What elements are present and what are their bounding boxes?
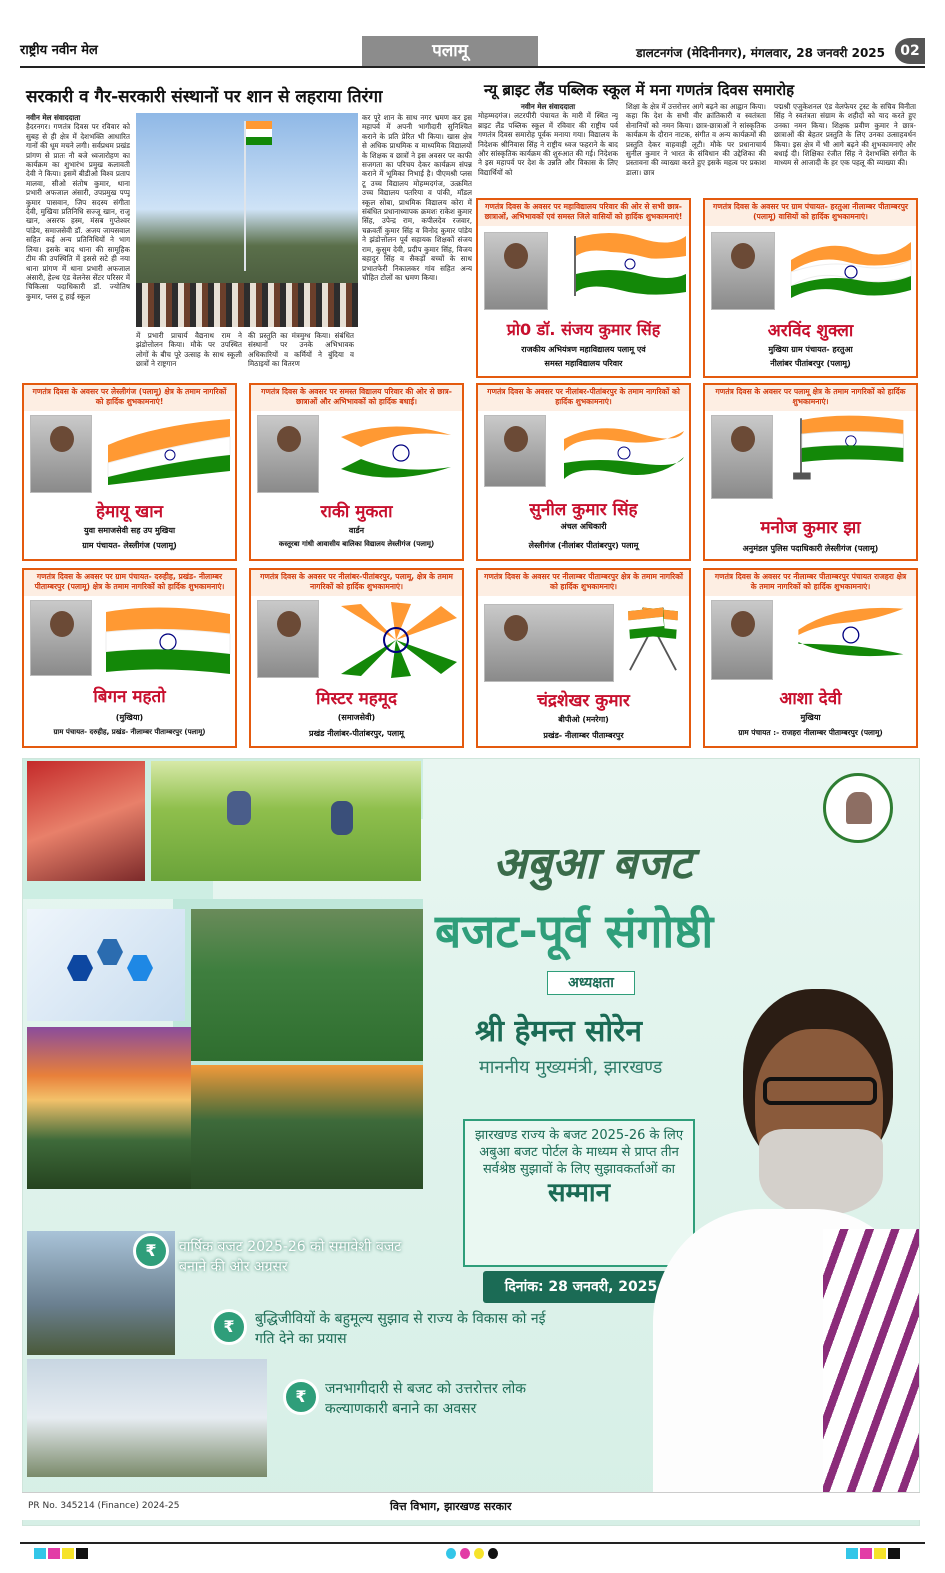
story2-column-3: पद्मश्री एजुकेशनल एंड वेलफेयर ट्रस्ट के सचिव विनीता सिंह ने स्वतंत्रता संग्राम के शहीदों को याद करते हुए उनका नमन किया। शिक्षक प्रवीण कुमार ने छात्र-छात्राओं की बेहतर प्रस्तुति के लिए उनका उत्साहवर्धन किया। इस क्षेत्र में भी आगे बढ़ने की शुभकामनाएं और बधाई दी। शिक्षिका रंजीत सिंह ने देशभक्ति संगीत के माध्यम से आजादी के हर एक पहलू की व्याख्या की। bbox=[774, 102, 916, 168]
rupee-icon: ₹ bbox=[133, 1233, 169, 1269]
greeting-card-message: गणतंत्र दिवस के अवसर पर महाविद्यालय परिवार की ओर से सभी छात्र-छात्राओं, अभिभावकों एवं समस्त जिले वासियों को हार्दिक शुभकामनाएं! bbox=[478, 200, 689, 226]
event-date: दिनांक: 28 जनवरी, 2025 bbox=[483, 1271, 679, 1303]
registration-mark bbox=[446, 1548, 456, 1559]
greeting-card-role: मुखिया bbox=[800, 713, 821, 722]
chief-minister-name: श्री हेमन्त सोरेन bbox=[475, 1014, 643, 1049]
waving-flag-icon bbox=[102, 602, 234, 678]
greeting-card bbox=[249, 383, 464, 561]
waving-flag-icon bbox=[787, 230, 915, 300]
ad-footer bbox=[22, 1492, 920, 1520]
story2-column-1 bbox=[478, 102, 618, 190]
masthead bbox=[20, 36, 925, 68]
waving-flag-icon bbox=[785, 413, 915, 483]
honour-text: झारखण्ड राज्य के बजट 2025-26 के लिए अबुआ बजट पोर्टल के माध्यम से प्राप्त तीन सर्वश्रेष्ठ सुझावों के लिए सुझावकर्ताओं का bbox=[475, 1128, 684, 1177]
chief-minister-role: माननीय मुख्यमंत्री, झारखण्ड bbox=[479, 1057, 663, 1078]
portrait-photo bbox=[257, 415, 319, 493]
greeting-card-role: (समाजसेवी) bbox=[337, 713, 376, 722]
greeting-card bbox=[249, 568, 464, 748]
portrait-photo bbox=[484, 415, 546, 487]
story2-column-2: शिक्षा के क्षेत्र में उत्तरोत्तर आगे बढ़ने का आह्वान किया। कहा कि देश के सभी वीर क्रांतिकारी व स्वतंत्रता सेनानियों को नमन किया। छात्र-छात्राओं ने सांस्कृतिक कार्यक्रम के दौरान नाटक, संगीत व अन्य कार्यक्रमों की प्रस्तुति देकर वाहवाही लूटी। मौके पर प्रधानाचार्य सुनील कुमार ने भारत के संविधान की उद्देशिका की प्रस्तावना की व्याख्या करते हुए इसके महत्व पर प्रकाश डाला। छात्र bbox=[626, 102, 766, 177]
finance-department: वित्त विभाग, झारखण्ड सरकार bbox=[390, 1500, 512, 1513]
rupee-icon: ₹ bbox=[211, 1309, 247, 1345]
chair-label: अध्यक्षता bbox=[547, 971, 635, 995]
hexagon-icon bbox=[97, 939, 123, 965]
flag-hoisting-photo bbox=[136, 113, 358, 327]
greeting-card-place: कस्तूरबा गांधी आवासीय बालिका विद्यालय लेस्लीगंज (पलामू) bbox=[278, 540, 435, 548]
greeting-card-role: वार्डन bbox=[348, 526, 365, 535]
point-text: वार्षिक बजट 2025-26 को समावेशी बजट बनाने की ओर अग्रसर bbox=[179, 1239, 402, 1275]
story2-headline: न्यू ब्राइट लैंड पब्लिक स्कूल में मना गणतंत्र दिवस समारोह bbox=[484, 81, 795, 99]
registration-mark bbox=[888, 1548, 900, 1559]
stadium-photo bbox=[27, 1359, 267, 1477]
waving-flag-icon bbox=[785, 600, 915, 670]
greeting-card-message: गणतंत्र दिवस के अवसर पर पलामू क्षेत्र के तमाम नागरिकों को हार्दिक शुभकामनाएं। bbox=[705, 385, 916, 411]
crowd bbox=[136, 283, 358, 327]
pr-number: PR No. 345214 (Finance) 2024-25 bbox=[28, 1501, 180, 1511]
greeting-card-name: मिस्टर महमूद bbox=[315, 689, 397, 709]
greeting-card bbox=[703, 568, 918, 748]
greeting-card-name: प्रो0 डॉ. संजय कुमार सिंह bbox=[506, 320, 661, 339]
waving-flag-icon bbox=[331, 600, 461, 680]
greeting-card-role: अंचल अधिकारी bbox=[560, 522, 607, 531]
greeting-card-name: हेमायू खान bbox=[95, 502, 164, 522]
registration-mark bbox=[34, 1548, 46, 1559]
group-photo bbox=[484, 604, 614, 682]
students-photo bbox=[27, 761, 145, 881]
registration-mark bbox=[474, 1548, 484, 1559]
page-number: 02 bbox=[895, 38, 925, 64]
point-text: बुद्धिजीवियों के बहुमूल्य सुझाव से राज्य के विकास को नई गति देने का प्रयास bbox=[255, 1311, 546, 1347]
story1-column-4: कर पूरे शान के साथ नगर भ्रमण कर इस महापर्व में अपनी भागीदारी सुनिश्चित कराने के प्रति प्रेरित भी किया। खास क्षेत्र से अधिक प्राथमिक व माध्यमिक विद्यालयों के शिक्षक व छात्रों ने इस अवसर पर काफी सजगता का परिचय देकर कार्यक्रम संपन्न कराने में भूमिका निभाई है। पीएमश्री प्लस टू उच्च विद्यालय मोहम्मदगंज, उत्क्रमित उच्च विद्यालय पतरिया व पांकी, मॉडल स्कूल सोबा, प्राथमिक विद्यालय कोरा में संबंधित प्रधानाध्यापक क्रमशः राकेश कुमार सिंह, उपेन्द्र राम, कपीलदेव रजवार, चक्रवर्ती कुमार सिंह व विनोद कुमार पांडेय ने झंडोत्तोलन पूर्व सहायक शिक्षकों संजय राम, कुसुम देवी, प्रदीप कुमार सिंह, विजय बहादुर सिंह व सैकड़ों बच्चों के साथ प्रभातफेरी निकालकर गांव सहित अन्य चौहित टोलों का भ्रमण किया। bbox=[362, 113, 472, 282]
budget-advertisement bbox=[22, 758, 920, 1526]
greeting-card-place: ग्राम पंचायत- लेस्लीगंज (पलामू) bbox=[82, 541, 177, 550]
greeting-card-name: बिगन महतो bbox=[93, 687, 166, 707]
waving-flag-icon bbox=[331, 417, 461, 487]
greeting-card bbox=[476, 198, 691, 378]
story1-headline: सरकारी व गैर-सरकारी संस्थानों पर शान से लहराया तिरंगा bbox=[26, 87, 383, 107]
paddy-field-photo bbox=[151, 761, 421, 881]
portrait-photo bbox=[711, 415, 773, 499]
registration-mark bbox=[48, 1548, 60, 1559]
registration-mark bbox=[860, 1548, 872, 1559]
greeting-card-role: युवा समाजसेवी सह उप मुखिया bbox=[83, 526, 176, 535]
greeting-card-place: प्रखंड- नीलाम्बर पीताम्बरपुर bbox=[543, 731, 624, 740]
story2-byline: नवीन मेल संवाददाता bbox=[520, 102, 576, 111]
beard bbox=[759, 1129, 883, 1215]
rupee-icon: ₹ bbox=[283, 1379, 319, 1415]
greeting-card-place: ग्राम पंचायत- दरुहीह, प्रखंड- नीलाम्बर पीताम्बरपुर (पलामू) bbox=[53, 728, 206, 736]
greeting-card-name: राकी मुकता bbox=[320, 502, 393, 522]
story1-byline: नवीन मेल संवाददाता bbox=[26, 113, 81, 122]
greeting-card bbox=[476, 568, 691, 748]
ad-title: बजट-पूर्व संगोष्ठी bbox=[435, 904, 714, 958]
portrait-photo bbox=[484, 232, 548, 310]
tricolor-flag-icon bbox=[246, 121, 272, 145]
portrait-photo bbox=[30, 415, 92, 493]
chief-minister-portrait bbox=[623, 989, 920, 1493]
portrait-photo bbox=[711, 600, 773, 680]
greeting-card-name: आशा देवी bbox=[779, 689, 842, 709]
portrait-photo bbox=[30, 600, 92, 676]
greeting-card-place: लेस्लीगंज (नीलांबर पीतांबरपुर) पलामू bbox=[528, 541, 639, 550]
greeting-card-name: चंद्रशेखर कुमार bbox=[537, 691, 630, 711]
story1-text-1: हैदरनगर। गणतंत्र दिवस पर रविवार को सुबह से ही क्षेत्र में देशभक्ति आधारित गानों की धूम मचने लगी। सर्वप्रथम प्रखंड प्रांगण से प्रातः नौ बजे ध्वजारोहण का कार्यक्रम का शुभारंभ प्रमुख कलावती देवी ने किया। इसमें बीडीओ विश्व प्रताप मालवा, सीओ संतोष कुमार, थाना प्रभारी अफजाल अंसारी, उपप्रमुख पप्पू कुमार पासवान, जिप सदस्य संगीता देवी, मुखिया प्रतिनिधि सज्जू खान, राजू खान, असरफ हस्म, मंसब गुप्तेश्वर पांडेय, समाजसेवी डॉ. अजय जायसवाल सहित कई अन्य प्रतिनिधियों ने भाग लिया। इसके बाद थाना की सामूहिक टीम की उपस्थिति में इससे सटे ही नया थाना प्रांगण में थाना प्रभारी अफजाल अंसारी, हेल्थ एंड वेलनेस सेंटर परिसर में चिकित्सा पदाधिकारी डॉ. ज्योतिष कुमार, प्लस टू हाई स्कूल bbox=[26, 122, 130, 301]
waving-flag-icon bbox=[570, 228, 688, 298]
glasses-icon bbox=[763, 1077, 877, 1105]
greeting-card-place: समस्त महाविद्यालय परिवार bbox=[544, 359, 623, 368]
greeting-card bbox=[22, 383, 237, 561]
portrait-photo bbox=[711, 232, 775, 310]
story1-column-2: में प्रभारी प्राचार्य वैद्यनाथ राम ने झंडोत्तोलन किया। मौके पर उपस्थित लोगों के बीच पूरे उत्साह के साथ स्कूली छात्रों ने राष्ट्रगान bbox=[136, 331, 242, 369]
greeting-card-name: मनोज कुमार झा bbox=[760, 518, 861, 538]
striped-stole bbox=[823, 1229, 920, 1493]
greeting-card-place: अनुमंडल पुलिस पदाधिकारी लेस्लीगंज (पलामू) bbox=[742, 544, 879, 553]
story1-column-1 bbox=[26, 113, 130, 371]
farmer bbox=[331, 801, 353, 835]
greeting-card-role: (मुखिया) bbox=[115, 713, 144, 722]
waving-flag-icon bbox=[104, 415, 234, 485]
crossed-flags-icon bbox=[620, 602, 686, 672]
greeting-card-message: गणतंत्र दिवस के अवसर पर नीलाम्बर पीताम्बरपुर पंचायत राजहरा क्षेत्र के तमाम नागरिकों को हार्दिक शुभकामनाएं। bbox=[705, 570, 916, 596]
registration-mark bbox=[62, 1548, 74, 1559]
greeting-card-message: गणतंत्र दिवस के अवसर पर ग्राम पंचायत- दरुहीह, प्रखंड- नीलाम्बर पीताम्बरपुर (पलामू) क्षेत्र के तमाम नागरिकों को हार्दिक शुभकामनाएं। bbox=[24, 570, 235, 596]
greeting-card-message: गणतंत्र दिवस के अवसर पर ग्राम पंचायत- हरतुआ नीलाम्बर पीताम्बरपुर (पलामू) वासियों को हार्दिक शुभकामनाएं। bbox=[705, 200, 916, 226]
section-tab: पलामू bbox=[362, 36, 538, 66]
story1-column-3: की प्रस्तुति का मंत्रमुग्ध किया। संबंधित संस्थानों पर उनके अभिभावक अधिकारियों व कर्मियों ने बुंदिया व मिठाइयों का वितरण bbox=[248, 331, 354, 369]
greeting-card bbox=[476, 383, 691, 561]
greeting-card-message: गणतंत्र दिवस के अवसर पर समस्त विद्यालय परिवार की ओर से छात्र- छात्राओं और अभिभावकों को हार्दिक बधाई। bbox=[251, 385, 462, 411]
greeting-card-name: सुनील कुमार सिंह bbox=[529, 500, 638, 520]
farmer bbox=[227, 791, 251, 825]
greeting-card-place: प्रखंड नीलांबर-पीतांबरपुर, पलामू bbox=[309, 729, 404, 738]
waving-flag-icon bbox=[558, 417, 688, 487]
schoolgirls-photo bbox=[191, 909, 423, 1061]
greeting-card-name: अरविंद शुक्ला bbox=[767, 321, 854, 341]
greeting-card-role: मुखिया ग्राम पंचायत- हरतुआ bbox=[768, 345, 853, 354]
registration-mark bbox=[460, 1548, 470, 1559]
greeting-card-message: गणतंत्र दिवस के अवसर पर नीलांबर-पीतांबरपुर, पलामू, क्षेत्र के तमाम नागरिकों को हार्दिक शुभकामनाएं। bbox=[251, 570, 462, 596]
greeting-card-place: ग्राम पंचायत :- राजहरा नीलाम्बर पीताम्बरपुर (पलामू) bbox=[738, 728, 883, 737]
registration-mark bbox=[846, 1548, 858, 1559]
registration-mark bbox=[874, 1548, 886, 1559]
greeting-card-message: गणतंत्र दिवस के अवसर पर नीलाम्बर पीताम्बरपुर क्षेत्र के तमाम नागरिकों को हार्दिक शुभकामनाएं। bbox=[478, 570, 689, 596]
abua-budget-logo: अबुआ बजट bbox=[493, 838, 692, 889]
story2-text-1: मोहम्मदगंज। लटरपीरी पंचायत के मारी में स्थित न्यू ब्राइट लैंड पब्लिक स्कूल में रविवार की राष्ट्रीय पर्व गणतंत्र दिवस समारोह पूर्वक मनाया गया। विद्यालय के निदेशक श्रीनिवास सिंह ने राष्ट्रीय ध्वज फहराने के बाद और सांस्कृतिक कार्यक्रम की शुरुआत की गई। निदेशक ने इस महापर्व पर देश के उन्नति और विकास के लिए विद्यार्थियों को bbox=[478, 111, 618, 177]
greeting-card bbox=[703, 198, 918, 378]
hexagon-icon bbox=[67, 955, 93, 981]
waterfall-sunset-photo bbox=[27, 1027, 191, 1189]
greeting-card-message: गणतंत्र दिवस के अवसर पर लेस्लीगंज (पलामू) क्षेत्र के तमाम नागरिकों को हार्दिक शुभकामनाएं! bbox=[24, 385, 235, 411]
jharkhand-emblem-icon bbox=[823, 773, 893, 843]
greeting-card-message: गणतंत्र दिवस के अवसर पर नीलांबर-पीतांबरपुर के तमाम नागरिकों को हार्दिक शुभकामनाएं। bbox=[478, 385, 689, 411]
dateline: डालटनगंज (मेदिनीनगर), मंगलवार, 28 जनवरी 2025 bbox=[636, 46, 885, 60]
greeting-card-place: नीलांबर पीतांबरपुर (पलामू) bbox=[770, 359, 851, 368]
point-text: जनभागीदारी से बजट को उत्तरोत्तर लोक कल्याणकारी बनाने का अवसर bbox=[325, 1381, 527, 1417]
brand-name: राष्ट्रीय नवीन मेल bbox=[20, 43, 98, 58]
registration-mark bbox=[76, 1548, 88, 1559]
greeting-card bbox=[703, 383, 918, 561]
emblem-center bbox=[846, 792, 872, 824]
greeting-card-role: बीपीओ (मनरेगा) bbox=[558, 715, 609, 724]
portrait-photo bbox=[257, 600, 319, 678]
honour-highlight: सम्मान bbox=[547, 1178, 611, 1208]
healthcare-icons-photo bbox=[27, 909, 185, 1021]
bottom-rule bbox=[20, 1542, 925, 1544]
greeting-card bbox=[22, 568, 237, 748]
forest-hills-photo bbox=[191, 1065, 423, 1189]
registration-mark bbox=[488, 1548, 498, 1559]
hexagon-icon bbox=[127, 955, 153, 981]
greeting-card-role: राजकीय अभियंत्रण महाविद्यालय पलामू एवं bbox=[521, 345, 646, 354]
